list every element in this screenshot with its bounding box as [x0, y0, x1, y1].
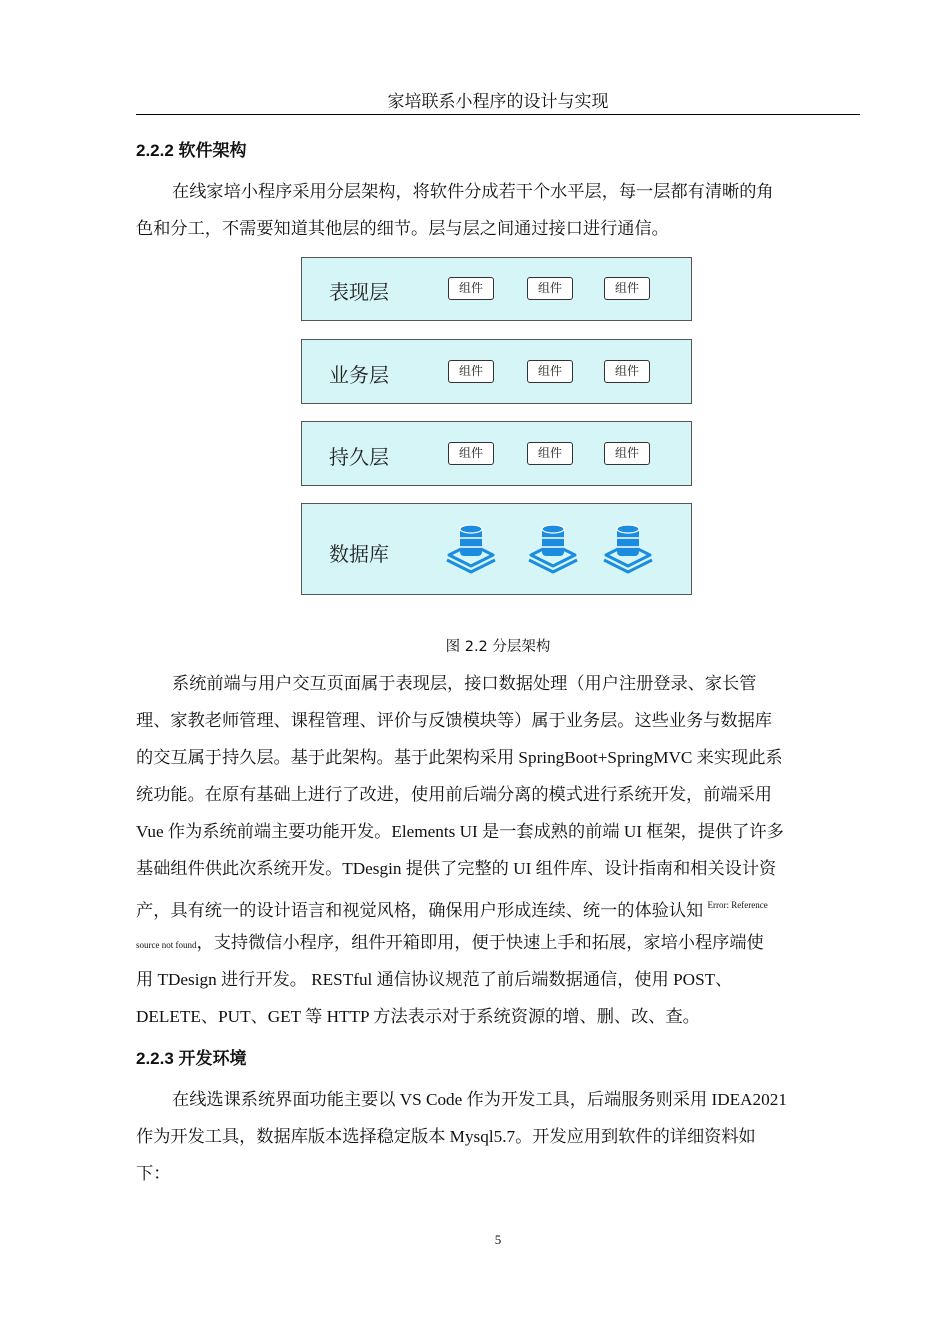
- paragraph-text: 产，具有统一的设计语言和视觉风格，确保用户形成连续、统一的体验认知: [136, 901, 704, 920]
- paragraph-line: 下：: [136, 1164, 171, 1183]
- paragraph-line: 作为开发工具，数据库版本选择稳定版本 Mysql5.7。开发应用到软件的详细资料如: [136, 1127, 756, 1146]
- paragraph-line: 在线选课系统界面功能主要以 VS Code 作为开发工具，后端服务则采用 IDEA2021: [172, 1090, 787, 1109]
- running-header: 家培联系小程序的设计与实现: [387, 92, 609, 111]
- layer-database: [301, 503, 692, 595]
- component-box: 组件: [604, 277, 650, 300]
- component-box: 组件: [527, 277, 573, 300]
- error-reference-marker: source not found: [136, 940, 197, 950]
- layer-label: 表现层: [329, 280, 389, 304]
- section-heading-2-2-3: 2.2.3 开发环境: [136, 1049, 247, 1068]
- paragraph-line: 统功能。在原有基础上进行了改进，使用前后端分离的模式进行系统开发，前端采用: [136, 785, 772, 804]
- figure-caption: 图 2.2 分层架构: [445, 639, 551, 655]
- paragraph-dev-environment: [136, 1081, 860, 1192]
- error-reference-marker: Error: Reference: [707, 900, 768, 910]
- paragraph-line: 基础组件供此次系统开发。TDesgin 提供了完整的 UI 组件库、设计指南和相关设计资: [136, 859, 777, 878]
- component-box: 组件: [448, 442, 494, 465]
- paragraph-architecture-intro: [136, 173, 860, 247]
- section-heading-2-2-2: 2.2.2 软件架构: [136, 141, 247, 160]
- paragraph-architecture-detail: [136, 665, 860, 1035]
- page-number: 5: [494, 1232, 502, 1247]
- paragraph-line: 的交互属于持久层。基于此架构。基于此架构采用 SpringBoot+SpringMVC 来实现此系: [136, 748, 783, 767]
- layer-business: [301, 339, 692, 404]
- paragraph-line: DELETE、PUT、GET 等 HTTP 方法表示对于系统资源的增、删、改、查。: [136, 1007, 700, 1026]
- component-box: 组件: [604, 360, 650, 383]
- paragraph-line: [136, 924, 860, 961]
- paragraph-line: 系统前端与用户交互页面属于表现层，接口数据处理（用户注册登录、家长管: [172, 674, 757, 693]
- component-box: 组件: [527, 442, 573, 465]
- paragraph-line: 理、家教老师管理、课程管理、评价与反馈模块等）属于业务层。这些业务与数据库: [136, 711, 772, 730]
- component-box: 组件: [604, 442, 650, 465]
- paragraph-line: 用 TDesign 进行开发。 RESTful 通信协议规范了前后端数据通信，使用 POST、: [136, 970, 733, 989]
- database-icon: [443, 522, 499, 578]
- layer-label: 业务层: [329, 363, 389, 387]
- paragraph-line: [136, 887, 860, 924]
- paragraph-line: 色和分工，不需要知道其他层的细节。层与层之间通过接口进行通信。: [136, 219, 669, 238]
- layer-label: 持久层: [329, 445, 389, 469]
- component-box: 组件: [527, 360, 573, 383]
- layer-presentation: [301, 257, 692, 321]
- paragraph-text: ，支持微信小程序，组件开箱即用，便于快速上手和拓展，家培小程序端使: [196, 933, 764, 952]
- component-box: 组件: [448, 360, 494, 383]
- paragraph-line: Vue 作为系统前端主要功能开发。Elements UI 是一套成熟的前端 UI 框架，提供了许多: [136, 822, 784, 841]
- component-box: 组件: [448, 277, 494, 300]
- paragraph-line: 在线家培小程序采用分层架构，将软件分成若干个水平层，每一层都有清晰的角: [172, 182, 774, 201]
- database-icon: [600, 522, 656, 578]
- layer-persistence: [301, 421, 692, 486]
- layer-label: 数据库: [329, 542, 389, 566]
- header-rule: [136, 114, 860, 115]
- database-icon: [525, 522, 581, 578]
